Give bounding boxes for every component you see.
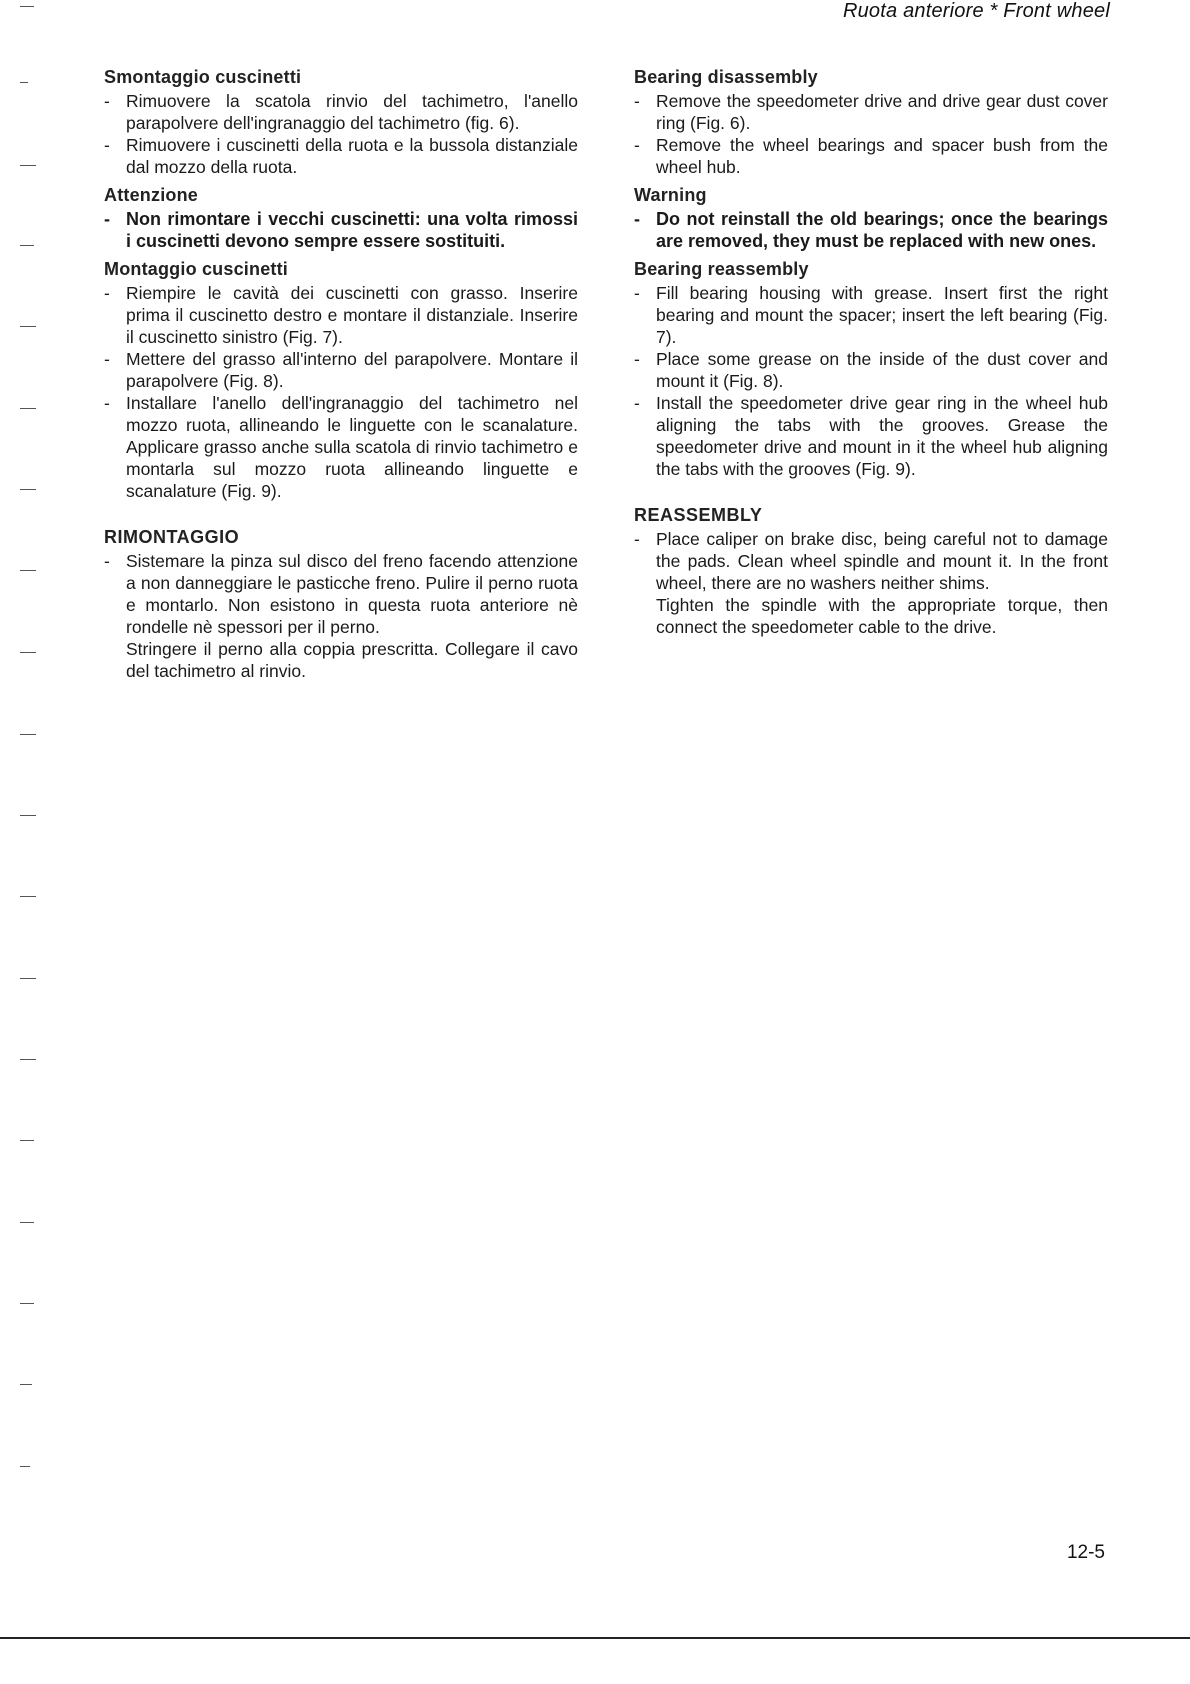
list-item: - Riempire le cavità dei cuscinetti con grasso. Inserire prima il cuscinetto destro e montare il distanziale. Inserire il cuscinetto sinistro (Fig. 7). — [104, 282, 578, 348]
list-item: - Rimuovere la scatola rinvio del tachimetro, l'anello parapolvere dell'ingranaggio del tachimetro (fig. 6). — [104, 90, 578, 134]
section-bearing-disassembly — [634, 66, 1108, 178]
list-item: - Installare l'anello dell'ingranaggio del tachimetro nel mozzo ruota, allineando le linguette con le scanalature. Applicare grasso anche sulla scatola di rinvio tachimetro e montarla sul mozzo ruota allineando linguette e scanalature (Fig. 9). — [104, 392, 578, 502]
section-title: Smontaggio cuscinetti — [104, 67, 302, 87]
section-warning — [634, 184, 1108, 252]
section-title: Bearing reassembly — [634, 259, 809, 279]
list-item: - Remove the speedometer drive and drive gear dust cover ring (Fig. 6). — [634, 90, 1108, 134]
section-smontaggio-cuscinetti — [104, 66, 578, 178]
list-item: - Non rimontare i vecchi cuscinetti: una volta rimossi i cuscinetti devono sempre essere sostituiti. — [104, 208, 578, 252]
section-title: Warning — [634, 185, 707, 205]
english-column — [634, 66, 1108, 644]
list-item: - Place caliper on brake disc, being careful not to damage the pads. Clean wheel spindle and mount it. In the front wheel, there are no washers neither shims. — [634, 528, 1108, 594]
section-montaggio-cuscinetti — [104, 258, 578, 502]
italian-column — [104, 66, 578, 688]
binding-margin-marks — [20, 0, 50, 1684]
section-bearing-reassembly — [634, 258, 1108, 480]
list-item: - Mettere del grasso all'interno del parapolvere. Montare il parapolvere (Fig. 8). — [104, 348, 578, 392]
page-number: 12-5 — [1066, 1542, 1105, 1563]
list-item: Tighten the spindle with the appropriate torque, then connect the speedometer cable to the drive. — [656, 595, 1108, 637]
section-title: Montaggio cuscinetti — [104, 259, 288, 279]
bottom-rule — [0, 1637, 1190, 1639]
list-item: - Fill bearing housing with grease. Insert first the right bearing and mount the spacer; insert the left bearing (Fig. 7). — [634, 282, 1108, 348]
section-title: RIMONTAGGIO — [104, 527, 240, 547]
section-title: REASSEMBLY — [634, 505, 763, 525]
list-item: - Place some grease on the inside of the dust cover and mount it (Fig. 8). — [634, 348, 1108, 392]
list-item: - Install the speedometer drive gear ring in the wheel hub aligning the tabs with the grooves. Grease the speedometer drive and mount in it the wheel hub aligning the tabs with the grooves (Fig. 9). — [634, 392, 1108, 480]
section-rimontaggio — [104, 526, 578, 682]
list-item: - Rimuovere i cuscinetti della ruota e la bussola distanziale dal mozzo della ruota. — [104, 134, 578, 178]
section-attenzione — [104, 184, 578, 252]
list-item: Stringere il perno alla coppia prescritta. Collegare il cavo del tachimetro al rinvio. — [126, 639, 578, 681]
section-title: Attenzione — [104, 185, 198, 205]
section-reassembly — [634, 504, 1108, 638]
page-header-title: Ruota anteriore * Front wheel — [842, 0, 1110, 22]
list-item: - Sistemare la pinza sul disco del freno facendo attenzione a non danneggiare le pasticche freno. Pulire il perno ruota e montarlo. Non esistono in questa ruota anteriore nè rondelle nè spessori per il perno. — [104, 550, 578, 638]
list-item: - Remove the wheel bearings and spacer bush from the wheel hub. — [634, 134, 1108, 178]
list-item: - Do not reinstall the old bearings; once the bearings are removed, they must be replaced with new ones. — [634, 208, 1108, 252]
section-title: Bearing disassembly — [634, 67, 818, 87]
